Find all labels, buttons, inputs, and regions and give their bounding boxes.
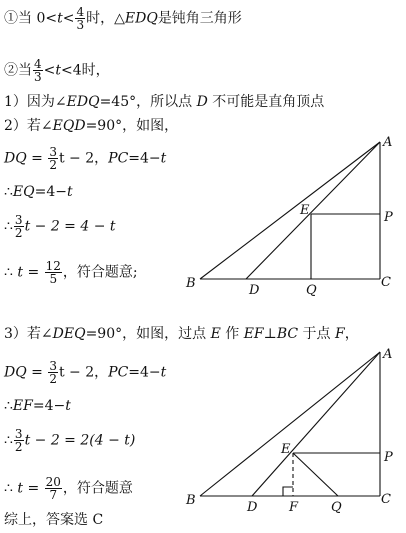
eq2-therefore: ∴ bbox=[4, 184, 13, 200]
eq5-pc: PC bbox=[108, 364, 129, 381]
p2-angle: EQD bbox=[52, 118, 86, 134]
eq7-frac-num: 3 bbox=[14, 427, 23, 441]
fig2-segment-ba bbox=[200, 352, 380, 496]
eq4-frac-num: 12 bbox=[45, 259, 61, 273]
eq1-frac-den: 2 bbox=[49, 158, 57, 172]
p1-angle: EDQ bbox=[66, 94, 100, 110]
p2-rest: =90°，如图， bbox=[85, 118, 179, 134]
figure-2 bbox=[200, 352, 380, 496]
eq8-t: t bbox=[17, 480, 23, 497]
p3-end: ， bbox=[344, 326, 359, 342]
p1-text: 1）因为∠ bbox=[4, 94, 67, 110]
eq3-tail: t − 2 = 4 − t bbox=[24, 218, 116, 235]
p3-e: E bbox=[210, 326, 221, 342]
case1-tail2: 是钝角三角形 bbox=[157, 10, 242, 27]
eq8-tail: ，符合题意 bbox=[62, 480, 133, 497]
fig2-label-q: Q bbox=[331, 500, 342, 515]
fig2-label-a: A bbox=[383, 347, 393, 362]
eq4-frac-den: 5 bbox=[49, 272, 58, 286]
eq4-t: t bbox=[17, 264, 23, 281]
eq5-tail: t − 2， bbox=[58, 364, 109, 381]
eq1-t: t bbox=[160, 150, 167, 167]
eq1-frac-num: 3 bbox=[49, 145, 57, 159]
case1-tail: 时，△ bbox=[86, 10, 125, 27]
fig2-label-p: P bbox=[384, 450, 393, 465]
fig2-label-b: B bbox=[186, 493, 196, 508]
fig1-segment-da bbox=[246, 142, 380, 279]
eq8-frac-den: 7 bbox=[49, 488, 58, 502]
fig1-label-p: P bbox=[384, 210, 393, 225]
eq3-frac-num: 3 bbox=[14, 213, 23, 227]
fig2-right-angle-mark bbox=[283, 487, 293, 496]
fig1-label-q: Q bbox=[306, 283, 317, 298]
eq1-pc: PC bbox=[108, 150, 129, 167]
eq2-t: t bbox=[67, 184, 73, 200]
eq7-tail: t − 2 = 2(4 − t) bbox=[24, 432, 136, 449]
eq8-frac-num: 20 bbox=[45, 475, 61, 489]
case2-mid: < bbox=[43, 62, 56, 79]
case1-frac-den: 3 bbox=[76, 18, 85, 32]
eq8-therefore: ∴ bbox=[4, 480, 18, 497]
p3-rest: =90°，如图，过点 bbox=[85, 326, 211, 342]
eq5-frac-den: 2 bbox=[49, 372, 57, 386]
case1-lt: < bbox=[62, 10, 75, 27]
p3-perp: ⊥ bbox=[263, 326, 277, 342]
p3-text: 3）若∠ bbox=[4, 326, 53, 342]
p2-text: 2）若∠ bbox=[4, 118, 53, 134]
fig1-segment-ba bbox=[200, 142, 380, 279]
case1-var: t bbox=[57, 10, 63, 27]
eq1-pc-rest: =4− bbox=[128, 150, 161, 167]
eq4-therefore: ∴ bbox=[4, 264, 18, 281]
eq6-rest: =4− bbox=[32, 398, 66, 414]
case1-marker: ①当 0< bbox=[4, 10, 58, 27]
eq5-pc-rest: =4− bbox=[128, 364, 161, 381]
case2-tail: <4时， bbox=[61, 62, 110, 79]
fig2-segment-eq bbox=[293, 453, 338, 496]
eq4-eq: = bbox=[23, 264, 44, 281]
p3-tail: 于点 bbox=[298, 326, 335, 342]
eq3-frac-den: 2 bbox=[14, 226, 23, 240]
fig2-label-e: E bbox=[281, 442, 291, 457]
p3-f: F bbox=[334, 326, 345, 342]
fig1-label-e: E bbox=[300, 203, 310, 218]
fig1-label-c: C bbox=[381, 275, 391, 290]
p3-mid: 作 bbox=[220, 326, 244, 342]
case1-frac-num: 4 bbox=[76, 5, 85, 19]
eq5-frac-num: 3 bbox=[49, 359, 57, 373]
eq2-rest: =4− bbox=[34, 184, 67, 200]
fig1-label-d: D bbox=[249, 283, 260, 298]
p3-angle: DEQ bbox=[52, 326, 86, 342]
case2-marker: ②当 bbox=[4, 62, 32, 79]
eq3-therefore: ∴ bbox=[4, 218, 13, 235]
case1-triangle: EDQ bbox=[124, 10, 158, 27]
eq6-lhs: EF bbox=[12, 398, 33, 414]
eq1-tail: t − 2， bbox=[58, 150, 109, 167]
eq1-lhs: DQ bbox=[4, 150, 27, 167]
eq5-eq: = bbox=[26, 364, 48, 381]
eq6-therefore: ∴ bbox=[4, 398, 13, 414]
case2-var: t bbox=[55, 62, 62, 79]
p1-rest: =45°，所以点 bbox=[99, 94, 197, 110]
p1-tail: 不可能是直角顶点 bbox=[207, 94, 325, 110]
eq2-lhs: EQ bbox=[12, 184, 35, 200]
conclusion: 综上，答案选 C bbox=[4, 512, 104, 528]
p1-point: D bbox=[196, 94, 208, 110]
case2-frac-den: 3 bbox=[34, 70, 42, 84]
eq8-eq: = bbox=[23, 480, 44, 497]
eq5-t: t bbox=[160, 364, 167, 381]
fig2-label-d: D bbox=[247, 500, 258, 515]
eq7-frac-den: 2 bbox=[14, 440, 23, 454]
p3-ef: EF bbox=[243, 326, 264, 342]
eq7-therefore: ∴ bbox=[4, 432, 13, 449]
eq1-eq: = bbox=[26, 150, 48, 167]
figure-1 bbox=[200, 142, 380, 279]
eq5-lhs: DQ bbox=[4, 364, 27, 381]
fig2-label-f: F bbox=[289, 500, 299, 515]
fig2-label-c: C bbox=[381, 492, 391, 507]
eq6-t: t bbox=[65, 398, 71, 414]
eq4-tail: ，符合题意; bbox=[62, 264, 138, 281]
fig1-label-a: A bbox=[383, 135, 393, 150]
figure-1-labels bbox=[185, 135, 393, 298]
p3-bc: BC bbox=[276, 326, 299, 342]
fig1-label-b: B bbox=[186, 276, 196, 291]
case2-frac-num: 4 bbox=[34, 57, 42, 71]
